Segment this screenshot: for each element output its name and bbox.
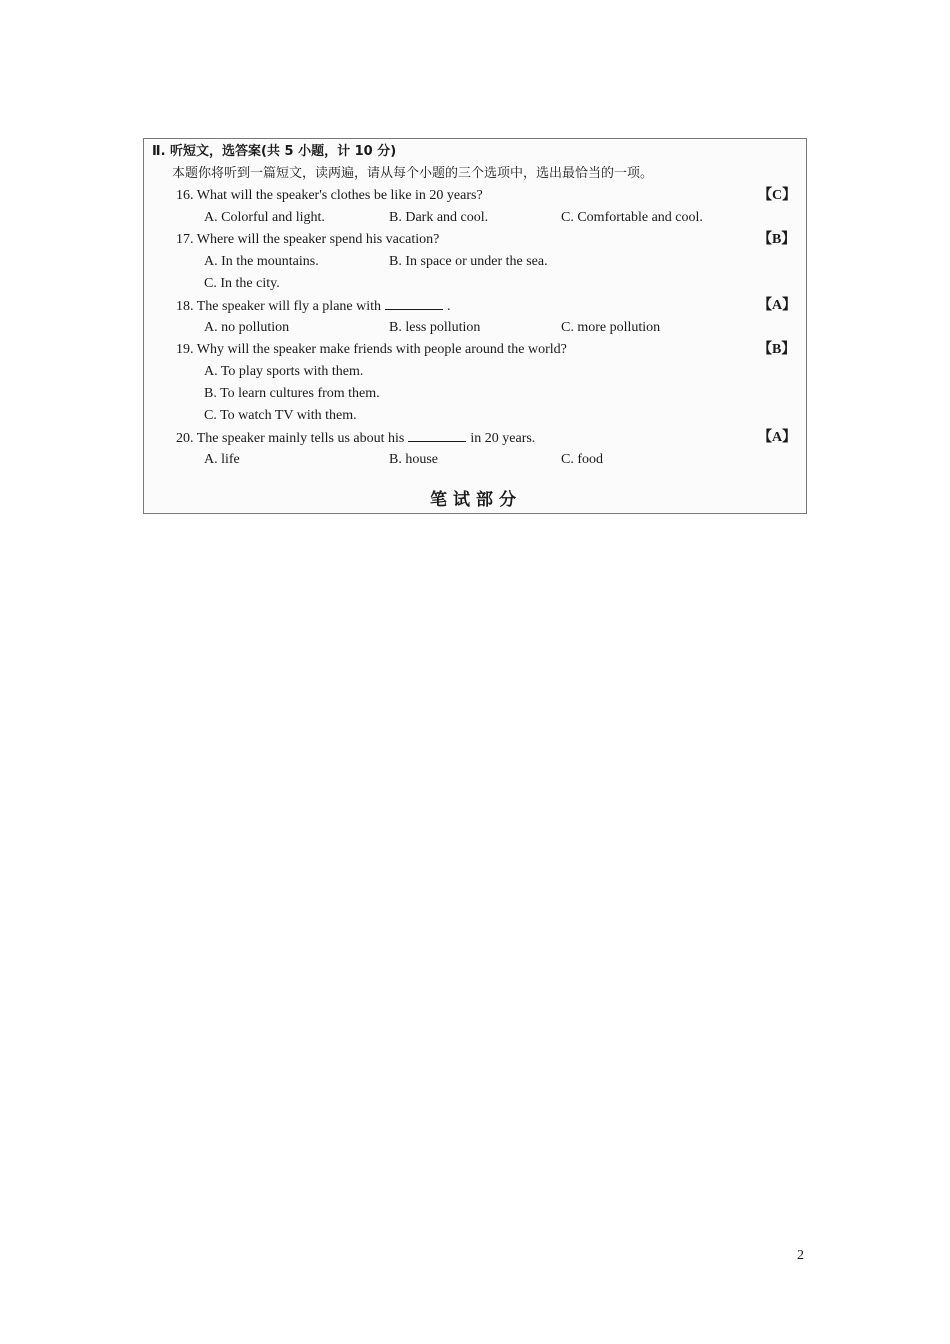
page-number: 2 (797, 1248, 804, 1263)
question-20-answer: 【A】 (758, 430, 797, 445)
question-17-option-b: B. In space or under the sea. (389, 254, 548, 269)
question-20-option-a: A. life (204, 452, 240, 467)
question-18-option-a: A. no pollution (204, 320, 290, 335)
question-16-option-a: A. Colorful and light. (204, 210, 325, 225)
question-18-option-b: B. less pollution (389, 320, 481, 335)
question-20-option-b: B. house (389, 452, 438, 467)
question-20-blank (408, 429, 466, 442)
question-19-option-a: A. To play sports with them. (204, 364, 364, 379)
question-17-option-c: C. In the city. (204, 276, 280, 291)
section-heading: Ⅱ. 听短文，选答案(共 5 小题，计 10 分) (152, 144, 397, 159)
question-20-stem-before: 20. The speaker mainly tells us about his (176, 431, 405, 446)
question-16-option-b: B. Dark and cool. (389, 210, 489, 225)
question-18-stem-before: 18. The speaker will fly a plane with (176, 299, 382, 314)
question-17-answer: 【B】 (758, 232, 796, 247)
question-16-stem: 16. What will the speaker's clothes be like in 20 years? (176, 188, 483, 203)
question-17-stem: 17. Where will the speaker spend his vacation? (176, 232, 440, 247)
question-18-option-c: C. more pollution (561, 320, 661, 335)
scanned-exam-section (143, 138, 807, 514)
question-18-stem (176, 297, 451, 316)
question-18-stem-after: . (447, 299, 451, 314)
question-18-answer: 【A】 (758, 298, 797, 313)
question-17-option-a: A. In the mountains. (204, 254, 319, 269)
question-19-stem: 19. Why will the speaker make friends with people around the world? (176, 342, 567, 357)
question-20-stem (176, 429, 535, 448)
question-19-option-b: B. To learn cultures from them. (204, 386, 380, 401)
question-20-option-c: C. food (561, 452, 603, 467)
question-18-blank (385, 297, 443, 310)
question-19-option-c: C. To watch TV with them. (204, 408, 357, 423)
question-20-stem-after: in 20 years. (470, 431, 536, 446)
written-part-title: 笔试部分 (430, 490, 522, 510)
question-19-answer: 【B】 (758, 342, 796, 357)
question-16-answer: 【C】 (758, 188, 797, 203)
section-instruction: 本题你将听到一篇短文，读两遍，请从每个小题的三个选项中，选出最恰当的一项。 (172, 166, 654, 181)
question-16-option-c: C. Comfortable and cool. (561, 210, 703, 225)
